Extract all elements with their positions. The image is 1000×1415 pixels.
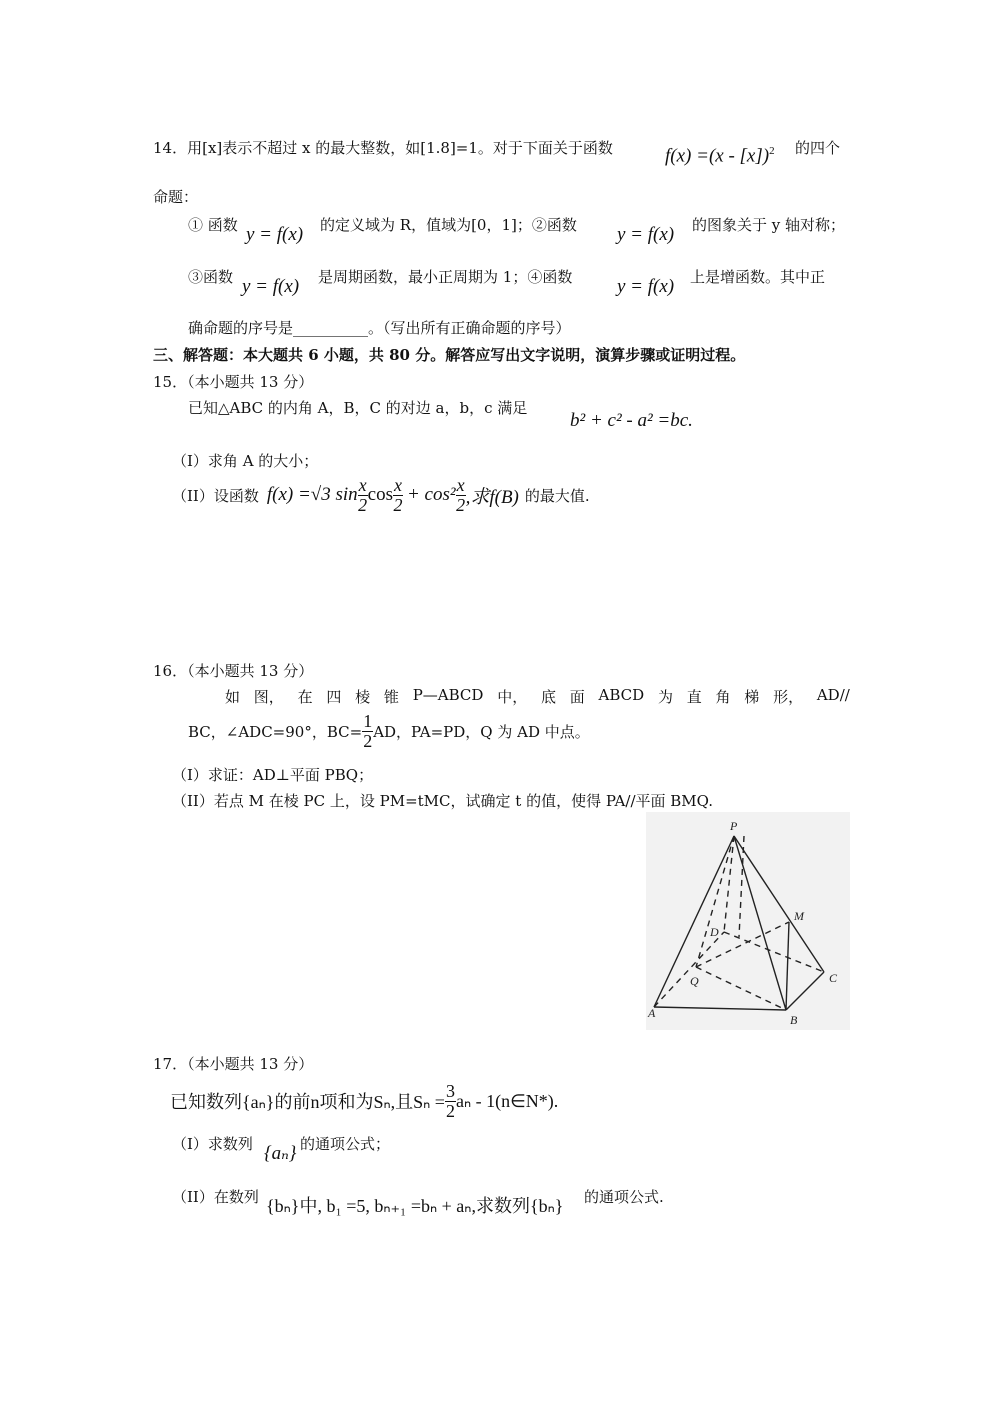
q17-part1: （I）求数列 [172,1135,253,1153]
q16-heading: 16．（本小题共 13 分） [153,662,314,680]
q16-stem-word: ABCD [598,686,645,704]
q14-function-expr: f(x) =(x - [x])$^2$ [665,145,775,167]
q16-stem-word: 形， [773,688,804,706]
q15-stem: 已知△ABC 的内角 A，B，C 的对边 a，b，c 满足 [188,399,528,417]
q16-stem-word: 四 [326,688,342,706]
q16-stem-word: 角 [715,688,731,706]
q16-stem-word: 梯 [744,688,760,706]
q14-expr-y4: y = f(x) [617,276,675,297]
q16-stem-word: 底 [540,688,556,706]
q16-stem-word: 直 [686,688,702,706]
q17-seq-a: {aₙ} [264,1143,297,1164]
answer-blank: __________ [293,319,369,337]
q16-stem-word: 棱 [355,688,371,706]
q16-stem-line1 [225,686,850,707]
q14-expr-y2: y = f(x) [617,224,675,245]
label-A: A [648,1006,656,1020]
q15-condition: b² + c² - a² =bc. [570,410,693,431]
q16-stem-word: 如 [225,688,241,706]
q14-props-row1: ① 函数 [188,216,238,234]
label-D: D [710,925,719,939]
frac-one-half: $\frac{1}{2}$ [363,711,373,751]
frac-x-over-2: $\frac{x}{2}$ [393,475,403,515]
q16-stem-word: AD// [816,686,850,704]
q14-text: 14．用[x]表示不超过 x 的最大整数，如[1.8]=1。对于下面关于函数 [153,139,613,157]
q14-line2: 命题： [153,188,199,206]
pyramid-figure [646,812,850,1030]
q14-props-row2-c: 上是增函数。其中正 [690,268,826,286]
q14-props-row1-b: 的定义域为 R，值域为[0，1]；②函数 [320,216,577,234]
q17-part1-b: 的通项公式； [300,1135,391,1153]
pyramid-diagram [646,812,850,1030]
label-B: B [790,1013,798,1027]
q14-line1-tail: 的四个 [795,139,841,157]
q15-part2: （II）设函数 f(x) =√3 sin $\frac{x}{2}$ cos $\frac{x}{2}$ + cos² $\frac{x}{2}$ ,求f(B) 的最大值. [172,475,590,515]
q16-stem-word: 中， [497,688,528,706]
q15-heading: 15．（本小题共 13 分） [153,373,314,391]
q14-line1 [153,137,613,158]
q15-part1: （I）求角 A 的大小； [172,452,319,470]
frac-three-halves: $\frac{3}{2}$ [445,1081,455,1121]
q17-stem: 已知数列{aₙ}的前n项和为Sₙ,且Sₙ = $\frac{3}{2}$ aₙ - 1(n∈N*). [170,1081,559,1121]
q14-props-row2: ③函数 [188,268,234,286]
q16-stem-word: 在 [297,688,313,706]
frac-x-over-2: $\frac{x}{2}$ [358,475,368,515]
q14-expr-y3: y = f(x) [242,276,300,297]
q17-part2-expr: {bₙ}中, b₁ =5, bₙ₊₁ =bₙ + aₙ,求数列{bₙ} [266,1196,564,1216]
label-P: P [730,819,738,833]
q16-part2: （II）若点 M 在棱 PC 上，设 PM=tMC，试确定 t 的值，使得 PA//平面 BMQ. [172,792,713,810]
q16-stem-word: 图， [253,688,284,706]
q17-heading: 17．（本小题共 13 分） [153,1055,314,1073]
section3-title: 三、解答题：本大题共 6 小题，共 80 分。解答应写出文字说明，演算步骤或证明过程。 [153,346,746,364]
q16-part1: （I）求证：AD⊥平面 PBQ； [172,766,374,784]
q14-expr-y1: y = f(x) [246,224,304,245]
q16-stem-line2: BC，∠ADC=90°，BC= $\frac{1}{2}$ AD，PA=PD，Q 为 AD 中点。 [188,711,590,751]
q16-stem-word: 为 [657,688,673,706]
label-Q: Q [690,974,699,988]
q17-part2: （II）在数列 [172,1188,259,1206]
q16-stem-word: P—ABCD [412,686,484,704]
q14-line5: 确命题的序号是__________。（写出所有正确命题的序号） [188,319,571,337]
label-C: C [829,971,838,985]
q16-stem-word: 锥 [383,688,399,706]
frac-x-over-2: $\frac{x}{2}$ [456,475,466,515]
q14-props-row1-c: 的图象关于 y 轴对称； [692,216,846,234]
q17-part2-b: 的通项公式. [584,1188,664,1206]
q16-stem-word: 面 [569,688,585,706]
q14-props-row2-b: 是周期函数，最小正周期为 1；④函数 [318,268,573,286]
label-M: M [794,909,804,923]
